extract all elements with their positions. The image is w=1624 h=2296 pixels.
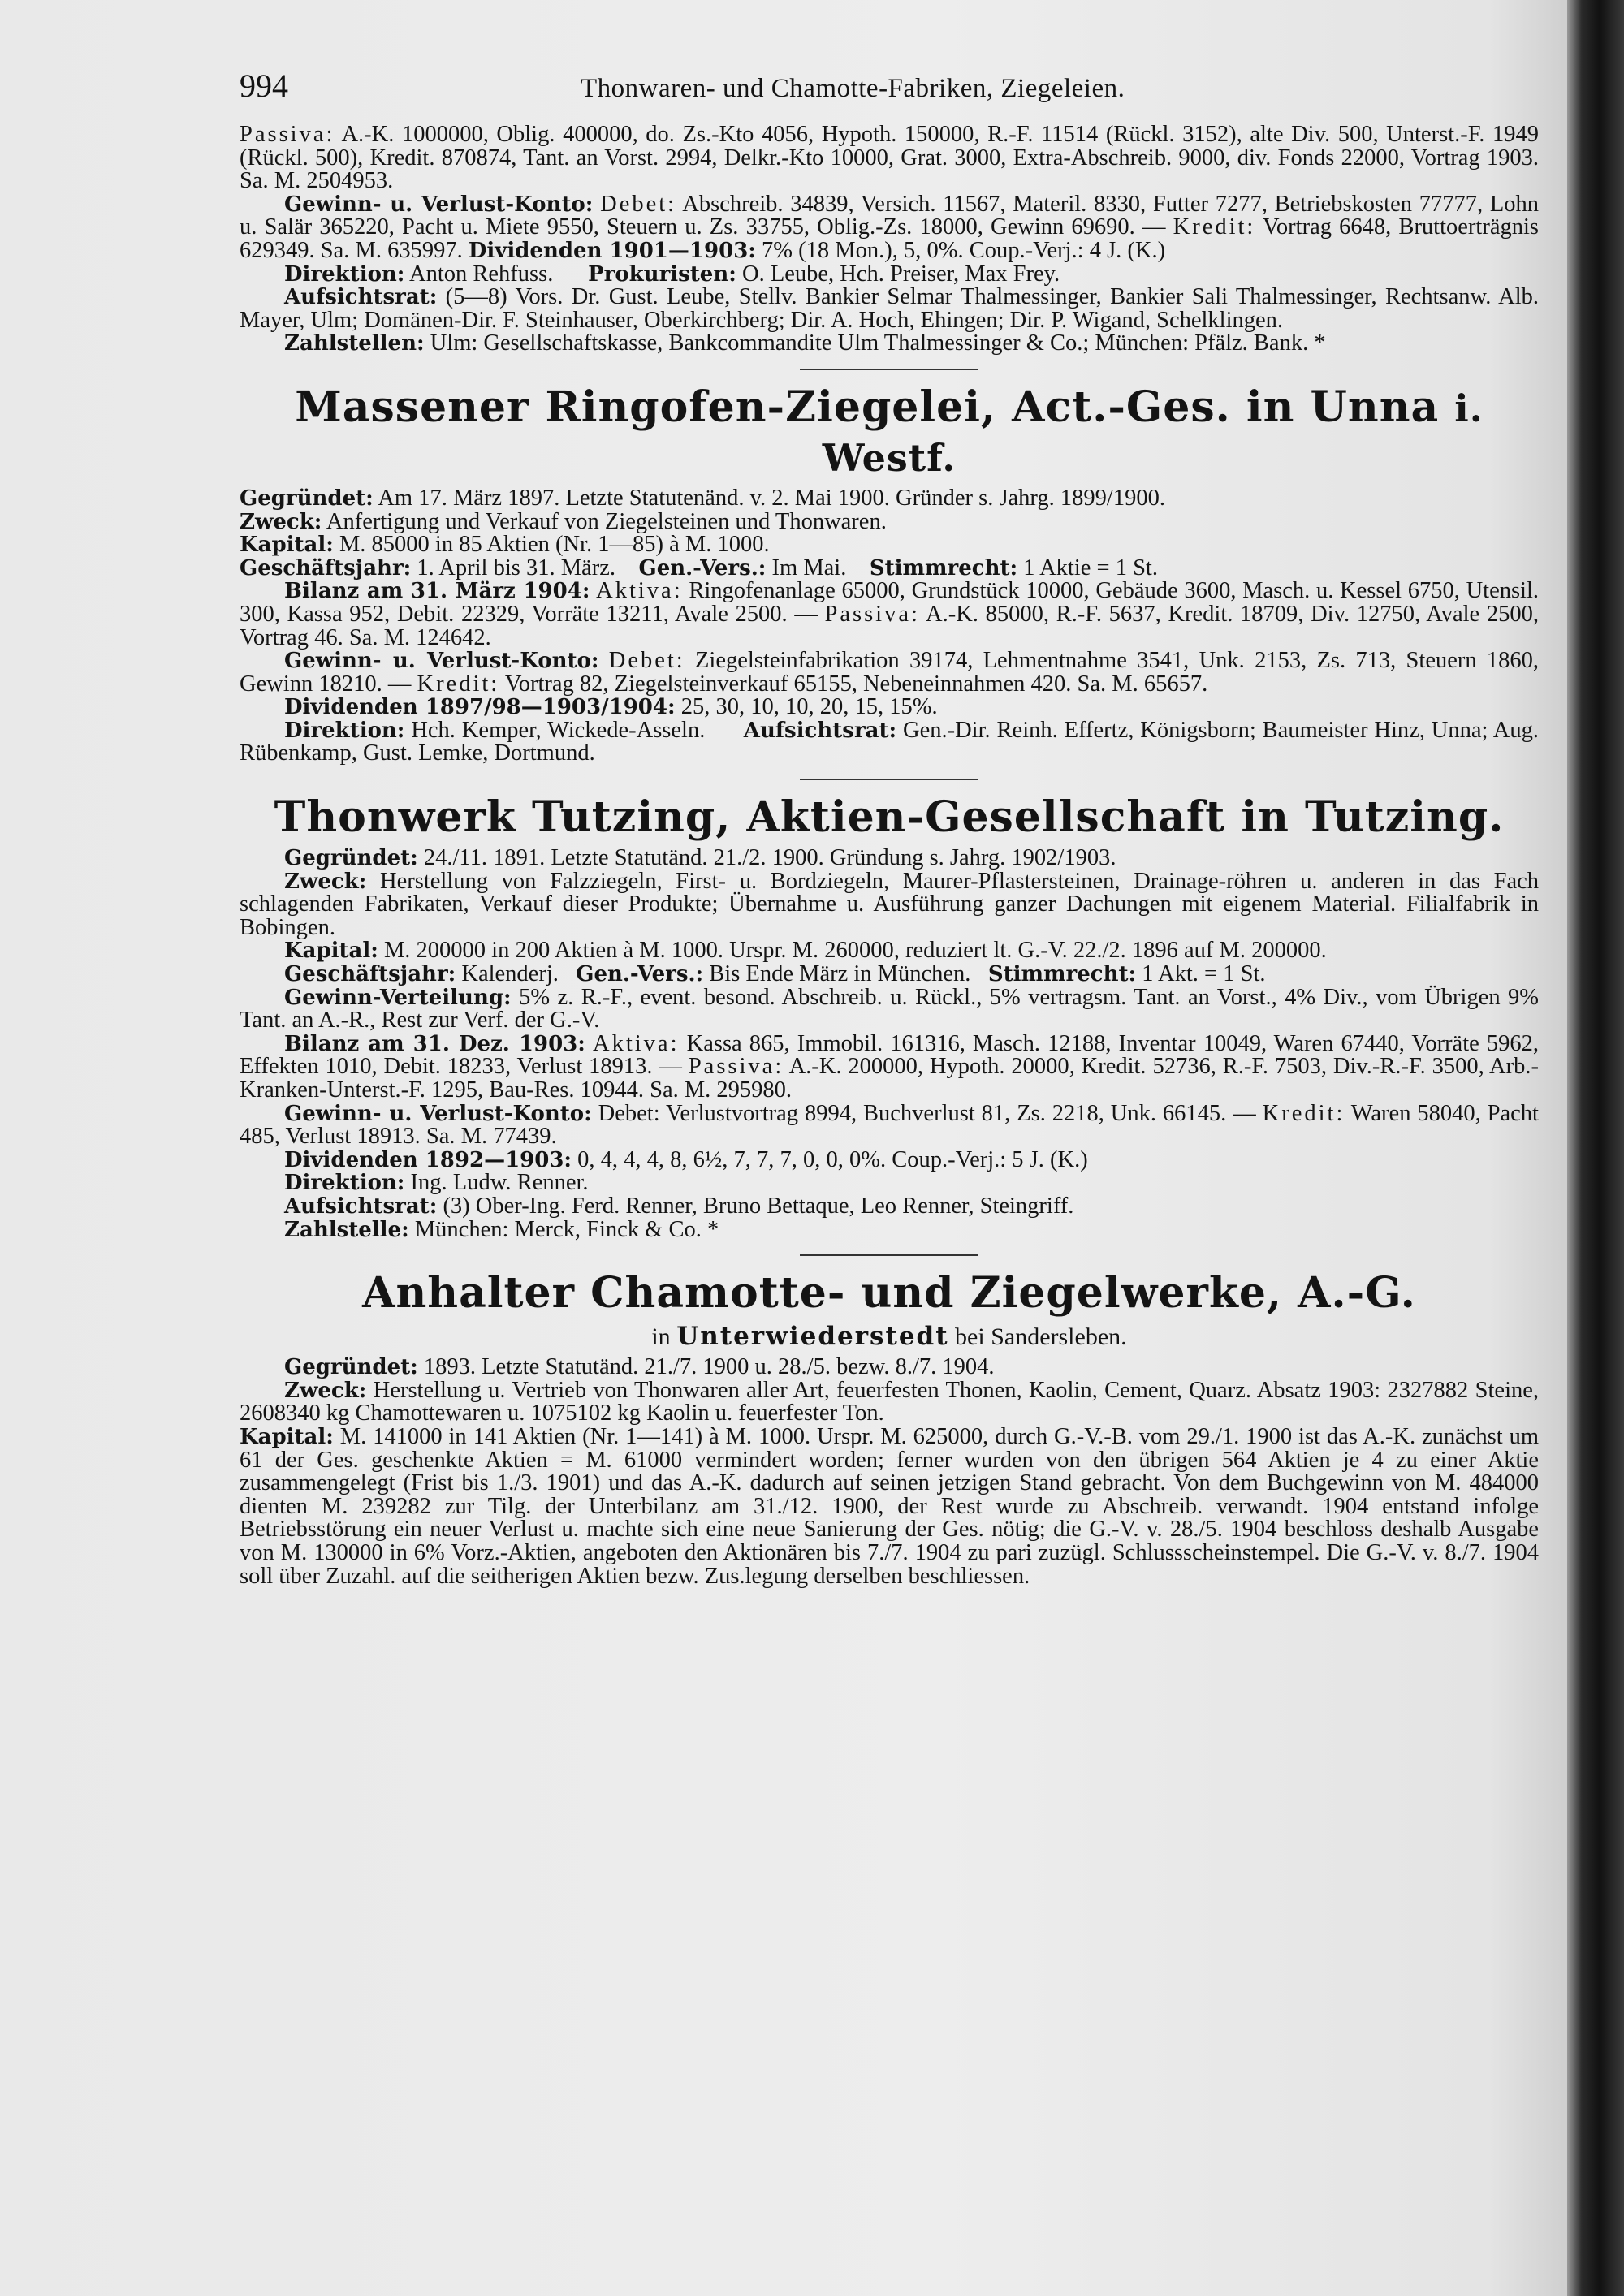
gegruendet-paragraph: Gegründet: 24./11. 1891. Letzte Statutänd. 21./2. 1900. Gründung s. Jahrg. 1902/1903. (284, 845, 1116, 871)
geschaeftsjahr-paragraph: Geschäftsjahr: Kalenderj. Gen.-Vers.: Bis Ende März in München. Stimmrecht: 1 Akt. = 1 St. (284, 961, 1266, 987)
page-header (240, 67, 1539, 123)
dividenden-paragraph: Dividenden 1892—1903: 0, 4, 4, 4, 8, 6½, 7, 7, 7, 0, 0, 0%. Coup.-Verj.: 5 J. (K.) (284, 1146, 1088, 1172)
kapital-paragraph: Kapital: M. 85000 in 85 Aktien (Nr. 1—85) à M. 1000. (240, 532, 770, 558)
direktion-paragraph: Direktion: Ing. Ludw. Renner. (284, 1170, 589, 1196)
entry-massener-ringofen-ziegelei (240, 383, 1539, 766)
page-body (240, 67, 1540, 1589)
page-number: 994 (240, 67, 288, 104)
aufsichtsrat-paragraph: Aufsichtsrat: (3) Ober-Ing. Ferd. Renner, Bruno Bettaque, Leo Renner, Steingriff. (284, 1193, 1074, 1219)
zweck-paragraph: Zweck: Herstellung von Falzziegeln, First- u. Bordziegeln, Maurer-Pflastersteinen, Drainage-röhren u. anderen in das Fach schlagenden Fabrikaten, Verkauf dieser Produkte; Übernahme u. Ausführung ganzer Dachungen mit eigenem Material. Filialfabrik in Bobingen. (240, 868, 1540, 940)
company-location: in Unterwiederstedt bei Sandersleben. (651, 1322, 1127, 1352)
entry-previous-company (240, 123, 1539, 356)
zweck-paragraph: Zweck: Herstellung u. Vertrieb von Thonwaren aller Art, feuerfesten Thonen, Kaolin, Cement, Quarz. Absatz 1903: 2327882 Steine, 2608340 kg Chamottewaren u. 1075102 kg Kaolin u. feuerfester Ton. (240, 1377, 1540, 1426)
company-title: Anhalter Chamotte- und Ziegelwerke, A.-G. (362, 1268, 1416, 1318)
entry-thonwerk-tutzing (240, 793, 1539, 1241)
gewinn-verteilung-paragraph: Gewinn-Verteilung: 5% z. R.-F., event. besond. Abschreib. u. Rückl., 5% vertragsm. Tant. an Vorst., 4% Div., vom Übrigen 9% Tant. an A.-R., Rest zur Verf. der G.-V. (240, 984, 1539, 1034)
company-title: Thonwerk Tutzing, Aktien-Gesellschaft in Tutzing. (274, 792, 1505, 843)
zahlstellen-paragraph: Zahlstellen: Ulm: Gesellschaftskasse, Bankcommandite Ulm Thalmessinger & Co.; München: Pfälz. Bank. * (284, 330, 1326, 356)
bilanz-paragraph: Bilanz am 31. Dez. 1903: Aktiva: Kassa 865, Immobil. 161316, Masch. 12188, Inventar 10049, Waren 67440, Vorräte 5962, Effekten 1010, Debit. 18233, Verlust 18913. — Passiva: A.-K. 200000, Hypoth. 20000, Kredit. 52736, R.-F. 7503, Div.-R.-F. 3500, Arb.-Kranken-Unterst.-F. 1295, Bau-Res. 10944. Sa. M. 295980. (240, 1030, 1540, 1103)
guv-paragraph: Gewinn- u. Verlust-Konto: Debet: Verlustvortrag 8994, Buchverlust 81, Zs. 2218, Unk. 66145. — Kredit: Waren 58040, Pacht 485, Verlust 18913. Sa. M. 77439. (240, 1100, 1539, 1150)
zahlstelle-paragraph: Zahlstelle: München: Merck, Finck & Co. * (284, 1216, 719, 1242)
running-title: Thonwaren- und Chamotte-Fabriken, Ziegeleien. (581, 74, 1125, 103)
company-title: Massener Ringofen-Ziegelei, Act.-Ges. in Unna i. Westf. (295, 382, 1484, 480)
entry-anhalter-chamotte-ziegelwerke (240, 1269, 1539, 1588)
zweck-paragraph: Zweck: Anfertigung und Verkauf von Ziegelsteinen und Thonwaren. (240, 508, 887, 534)
kapital-paragraph: Kapital: M. 141000 in 141 Aktien (Nr. 1—141) à M. 1000. Urspr. M. 625000, durch G.-V.-B. vom 29./1. 1900 ist das A.-K. zunächst um 61 der Ges. geschenkte Aktien = M. 61000 vermindert worden; ferner wurden von den übrigen 564 Aktien je 4 zu einer Aktie zusammengelegt (Frist bis 1./3. 1901) und das A.-K. dadurch auf seinen jetzigen Stand gebracht. Von dem Buchgewinn von M. 484000 dienten M. 239282 zur Tilg. der Unterbilanz am 31./12. 1900, der Rest wurde zu Abschreib. verwandt. 1904 entstand infolge Betriebsstörung ein neuer Verlust u. machte sich eine neue Sanierung der Ges. nötig; die G.-V. v. 28./5. 1904 beschloss deshalb Ausgabe von M. 130000 in 6% Vorz.-Aktien, angeboten den Aktionären bis 7./7. 1904 zu pari zuzügl. Schlussscheinstempel. Die G.-V. v. 8./7. 1904 soll über Zuzahl. auf die seitherigen Aktien bezw. Zus.legung derselben beschliessen. (240, 1423, 1540, 1589)
section-divider (800, 369, 978, 370)
passiva-paragraph: Passiva: A.-K. 1000000, Oblig. 400000, do. Zs.-Kto 4056, Hypoth. 150000, R.-F. 11514 (Rückl. 3152), alte Div. 500, Unterst.-F. 1949 (Rückl. 500), Kredit. 870874, Tant. an Vorst. 2994, Delkr.-Kto 10000, Grat. 3000, Extra-Abschreib. 9000, div. Fonds 22000, Vortrag 1903. Sa. M. 2504953. (240, 122, 1539, 194)
direktion-paragraph: Direktion: Anton Rehfuss. Prokuristen: O. Leube, Hch. Preiser, Max Frey. (284, 261, 1060, 287)
dividenden-paragraph: Dividenden 1897/98—1903/1904: 25, 30, 10, 10, 20, 15, 15%. (284, 694, 938, 720)
guv-paragraph: Gewinn- u. Verlust-Konto: Debet: Ziegelsteinfabrikation 39174, Lehmentnahme 3541, Unk. 2153, Zs. 713, Steuern 1860, Gewinn 18210. — Kredit: Vortrag 82, Ziegelsteinverkauf 65155, Nebeneinnahmen 420. Sa. M. 65657. (240, 648, 1540, 697)
guv-paragraph: Gewinn- u. Verlust-Konto: Debet: Abschreib. 34839, Versich. 11567, Materil. 8330, Futter 7277, Betriebskosten 77777, Lohn u. Salär 365220, Pacht u. Miete 9550, Steuern u. Zs. 33755, Oblig.-Zs. 18000, Gewinn 69690. — Kredit: Vortrag 6648, Bruttoerträgnis 629349. Sa. M. 635997. Dividenden 1901—1903: 7% (18 Mon.), 5, 0%. Coup.-Verj.: 4 J. (K.) (240, 191, 1539, 263)
kapital-paragraph: Kapital: M. 200000 in 200 Aktien à M. 1000. Urspr. M. 260000, reduziert lt. G.-V. 22./2. 1896 auf M. 200000. (284, 938, 1327, 964)
section-divider (800, 779, 978, 780)
aufsichtsrat-paragraph: Aufsichtsrat: (5—8) Vors. Dr. Gust. Leube, Stellv. Bankier Selmar Thalmessinger, Bankier Sali Thalmessinger, Rechtsanw. Alb. Mayer, Ulm; Domänen-Dir. F. Steinhauser, Oberkirchberg; Dir. A. Hoch, Ehingen; Dir. P. Wigand, Schelklingen. (240, 284, 1539, 333)
gegruendet-paragraph: Gegründet: Am 17. März 1897. Letzte Statutenänd. v. 2. Mai 1900. Gründer s. Jahrg. 1899/1900. (240, 485, 1165, 511)
section-divider (800, 1254, 978, 1256)
direktion-paragraph: Direktion: Hch. Kemper, Wickede-Asseln. Aufsichtsrat: Gen.-Dir. Reinh. Effertz, Königsborn; Baumeister Hinz, Unna; Aug. Rübenkamp, Gust. Lemke, Dortmund. (240, 717, 1539, 766)
book-gutter (1567, 0, 1624, 2296)
gegruendet-paragraph: Gegründet: 1893. Letzte Statutänd. 21./7. 1900 u. 28./5. bezw. 8./7. 1904. (284, 1354, 995, 1380)
geschaeftsjahr-paragraph: Geschäftsjahr: 1. April bis 31. März. Gen.-Vers.: Im Mai. Stimmrecht: 1 Aktie = 1 St. (240, 555, 1158, 580)
bilanz-paragraph: Bilanz am 31. März 1904: Aktiva: Ringofenanlage 65000, Grundstück 10000, Gebäude 3600, Masch. u. Kessel 6750, Utensil. 300, Kassa 952, Debit. 22329, Vorräte 13211, Avale 2500. — Passiva: A.-K. 85000, R.-F. 5637, Kredit. 18709, Div. 12750, Avale 2500, Vortrag 46. Sa. M. 124642. (240, 578, 1540, 650)
